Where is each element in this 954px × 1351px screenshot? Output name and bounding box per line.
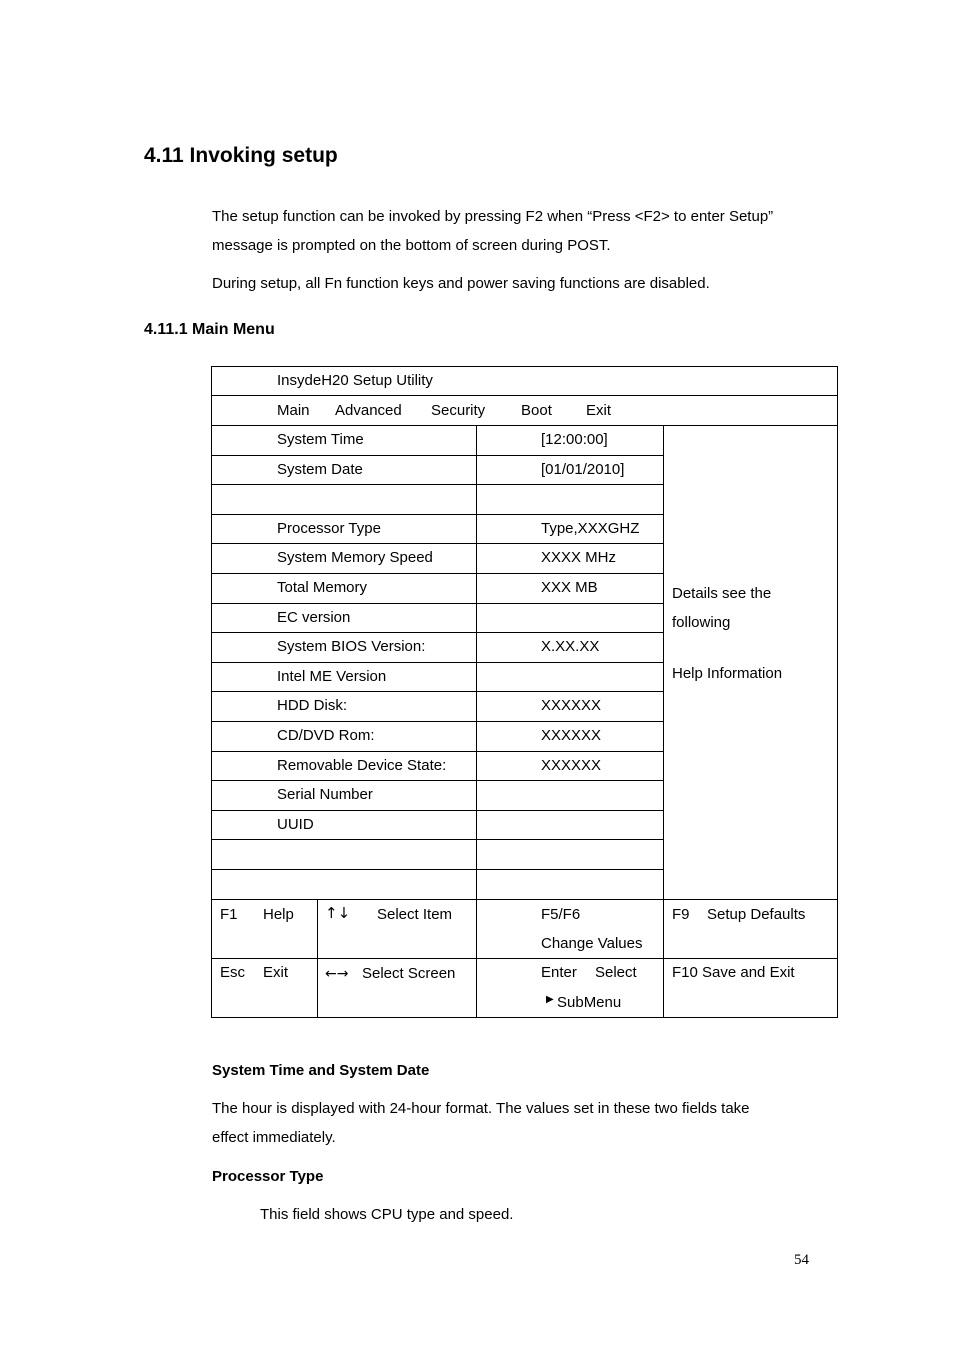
row-divider bbox=[211, 514, 664, 515]
submenu-triangle-icon: ▶ bbox=[546, 994, 554, 1005]
setting-value[interactable]: [12:00:00] bbox=[541, 431, 608, 448]
setting-value[interactable]: XXXXXX bbox=[541, 697, 602, 714]
f10-save-exit-label: F10 Save and Exit bbox=[672, 964, 795, 981]
setting-value[interactable]: [01/01/2010] bbox=[541, 461, 625, 478]
section-title: 4.11 Invoking setup bbox=[144, 144, 338, 167]
subsection-title: 4.11.1 Main Menu bbox=[144, 321, 275, 338]
setting-label[interactable]: Removable Device State: bbox=[277, 757, 447, 774]
row-divider bbox=[211, 839, 664, 840]
submenu-label: SubMenu bbox=[557, 994, 622, 1011]
row-divider bbox=[211, 721, 664, 722]
enter-key: Enter bbox=[541, 964, 577, 981]
f1-key: F1 bbox=[220, 906, 238, 923]
system-time-text-line-1: The hour is displayed with 24-hour format. The values set in these two fields take bbox=[212, 1100, 750, 1117]
bios-setup-table bbox=[211, 366, 838, 1018]
menu-tab-main[interactable]: Main bbox=[277, 402, 310, 419]
footer-col-divider bbox=[317, 899, 318, 1018]
change-values-label: Change Values bbox=[541, 935, 643, 952]
page-number: 54 bbox=[794, 1252, 809, 1268]
setting-label[interactable]: Total Memory bbox=[277, 579, 368, 596]
setting-label[interactable]: HDD Disk: bbox=[277, 697, 347, 714]
setting-label[interactable]: UUID bbox=[277, 816, 314, 833]
menu-tab-security[interactable]: Security bbox=[431, 402, 486, 419]
processor-type-heading: Processor Type bbox=[212, 1168, 324, 1185]
row-divider bbox=[211, 810, 664, 811]
setting-label[interactable]: System Time bbox=[277, 431, 364, 448]
row-divider bbox=[211, 869, 664, 870]
row-divider bbox=[211, 603, 664, 604]
setting-label[interactable]: Intel ME Version bbox=[277, 668, 387, 685]
utility-title: InsydeH20 Setup Utility bbox=[277, 372, 433, 389]
border-top bbox=[211, 366, 838, 367]
row-divider bbox=[211, 455, 664, 456]
setting-label[interactable]: CD/DVD Rom: bbox=[277, 727, 375, 744]
setting-value[interactable]: X.XX.XX bbox=[541, 638, 600, 655]
border-left bbox=[211, 366, 212, 1018]
f5f6-key: F5/F6 bbox=[541, 906, 581, 923]
setting-value[interactable]: XXXXXX bbox=[541, 757, 602, 774]
row-divider bbox=[211, 691, 664, 692]
setting-value[interactable]: XXX MB bbox=[541, 579, 598, 596]
setting-label[interactable]: Processor Type bbox=[277, 520, 381, 537]
system-time-text-line-2: effect immediately. bbox=[212, 1129, 336, 1146]
esc-exit-label: Exit bbox=[263, 964, 289, 981]
footer-divider bbox=[211, 899, 838, 900]
help-text-line-1: Details see the bbox=[672, 585, 772, 602]
setting-value[interactable]: XXXX MHz bbox=[541, 549, 617, 566]
intro-line-1: The setup function can be invoked by pressing F2 when “Press <F2> to enter Setup” bbox=[212, 208, 774, 225]
enter-select-label: Select bbox=[595, 964, 637, 981]
esc-key: Esc bbox=[220, 964, 246, 981]
menu-divider bbox=[211, 425, 838, 426]
footer-row-divider bbox=[211, 958, 838, 959]
f1-help-label: Help bbox=[263, 906, 294, 923]
row-divider bbox=[211, 573, 664, 574]
intro-line-3: During setup, all Fn function keys and power saving functions are disabled. bbox=[212, 275, 710, 292]
up-down-arrows-icon: ↑↓ bbox=[325, 904, 351, 922]
row-divider bbox=[211, 543, 664, 544]
f9-key: F9 bbox=[672, 906, 690, 923]
help-text-line-3: Help Information bbox=[672, 665, 783, 682]
left-right-arrows-icon: ←→ bbox=[325, 966, 349, 982]
intro-line-2: message is prompted on the bottom of screen during POST. bbox=[212, 237, 611, 254]
menu-tab-boot[interactable]: Boot bbox=[521, 402, 552, 419]
processor-type-text: This field shows CPU type and speed. bbox=[260, 1206, 514, 1223]
system-time-date-heading: System Time and System Date bbox=[212, 1062, 430, 1079]
setup-defaults-label: Setup Defaults bbox=[707, 906, 806, 923]
setting-label[interactable]: Serial Number bbox=[277, 786, 373, 803]
row-divider bbox=[211, 484, 664, 485]
border-right bbox=[837, 366, 838, 1018]
setting-label[interactable]: System Memory Speed bbox=[277, 549, 433, 566]
select-item-label: Select Item bbox=[377, 906, 453, 923]
border-bottom bbox=[211, 1017, 838, 1018]
setting-value[interactable]: Type,XXXGHZ bbox=[541, 520, 640, 537]
title-divider bbox=[211, 395, 838, 396]
row-divider bbox=[211, 751, 664, 752]
row-divider bbox=[211, 662, 664, 663]
row-divider bbox=[211, 780, 664, 781]
menu-tab-advanced[interactable]: Advanced bbox=[335, 402, 402, 419]
select-screen-label: Select Screen bbox=[362, 965, 456, 982]
help-text-line-2: following bbox=[672, 614, 731, 631]
setting-label[interactable]: System BIOS Version: bbox=[277, 638, 426, 655]
row-divider bbox=[211, 632, 664, 633]
setting-label[interactable]: EC version bbox=[277, 609, 351, 626]
setting-value[interactable]: XXXXXX bbox=[541, 727, 602, 744]
setting-label[interactable]: System Date bbox=[277, 461, 363, 478]
menu-tab-exit[interactable]: Exit bbox=[586, 402, 612, 419]
